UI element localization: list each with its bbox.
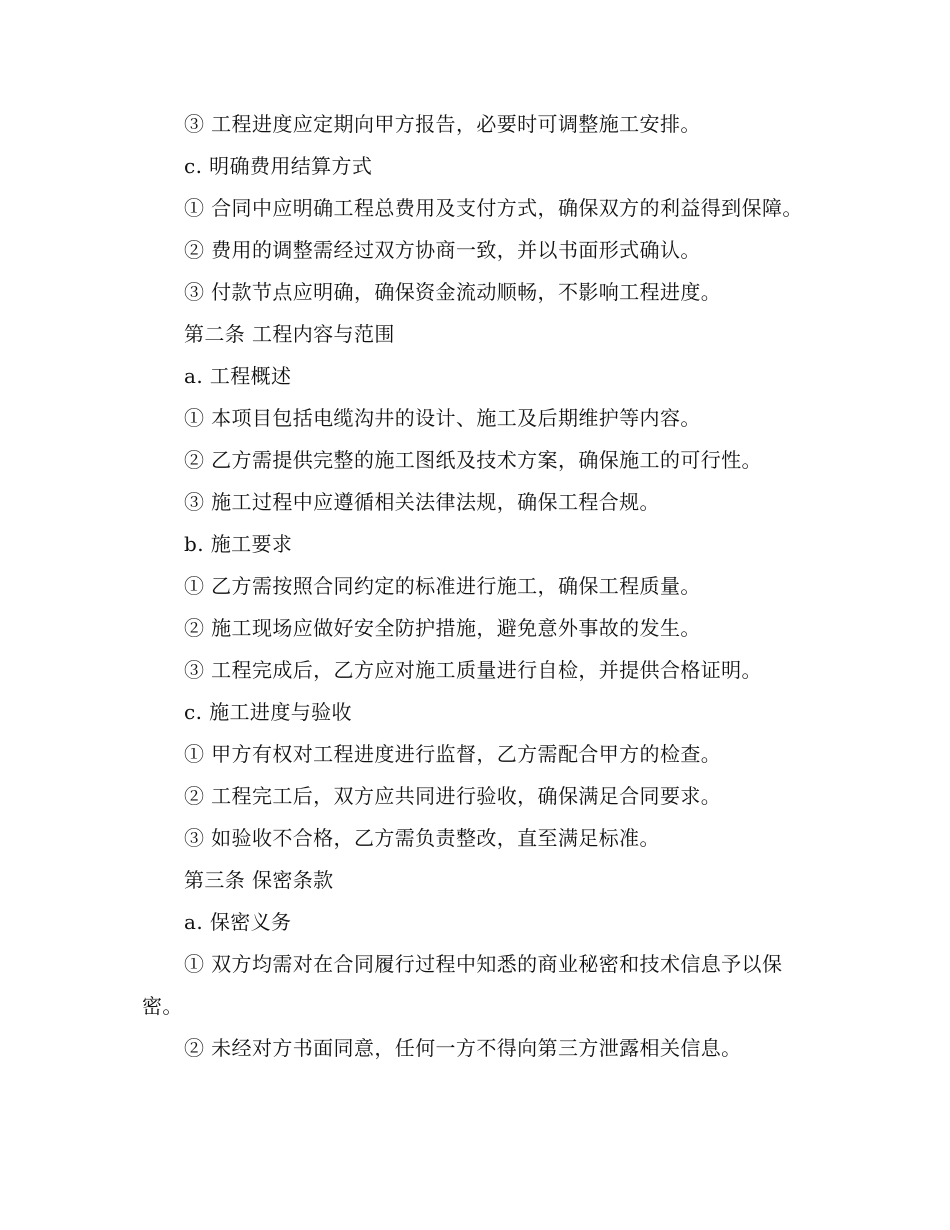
paragraph-compliance: ③ 施工过程中应遵循相关法律法规，确保工程合规。 <box>184 490 660 514</box>
paragraph-no-disclosure: ② 未经对方书面同意，任何一方不得向第三方泄露相关信息。 <box>184 1036 742 1060</box>
subheading-overview: a. 工程概述 <box>184 364 292 388</box>
paragraph-safety: ② 施工现场应做好安全防护措施，避免意外事故的发生。 <box>184 616 701 640</box>
subheading-progress-acceptance: c. 施工进度与验收 <box>184 700 352 724</box>
paragraph-supervision: ① 甲方有权对工程进度进行监督，乙方需配合甲方的检查。 <box>184 742 722 766</box>
paragraph-rectification: ③ 如验收不合格，乙方需负责整改，直至满足标准。 <box>184 826 660 850</box>
paragraph-payment-nodes: ③ 付款节点应明确，确保资金流动顺畅，不影响工程进度。 <box>184 280 722 304</box>
subheading-fee-settlement: c. 明确费用结算方式 <box>184 154 373 178</box>
paragraph-project-scope: ① 本项目包括电缆沟井的设计、施工及后期维护等内容。 <box>184 406 701 430</box>
paragraph-self-inspection: ③ 工程完成后，乙方应对施工质量进行自检，并提供合格证明。 <box>184 658 762 682</box>
paragraph-joint-acceptance: ② 工程完工后，双方应共同进行验收，确保满足合同要求。 <box>184 784 722 808</box>
paragraph-quality: ① 乙方需按照合同约定的标准进行施工，确保工程质量。 <box>184 574 701 598</box>
paragraph-fee-adjustment: ② 费用的调整需经过双方协商一致，并以书面形式确认。 <box>184 238 701 262</box>
subheading-construction-requirements: b. 施工要求 <box>184 532 293 556</box>
article-heading-3: 第三条 保密条款 <box>184 868 334 892</box>
paragraph-drawings: ② 乙方需提供完整的施工图纸及技术方案，确保施工的可行性。 <box>184 448 762 472</box>
paragraph-progress-report: ③ 工程进度应定期向甲方报告，必要时可调整施工安排。 <box>184 112 701 136</box>
paragraph-trade-secrets: ① 双方均需对在合同履行过程中知悉的商业秘密和技术信息予以保密。 <box>142 952 783 1018</box>
article-heading-2: 第二条 工程内容与范围 <box>184 322 395 346</box>
subheading-confidentiality: a. 保密义务 <box>184 910 292 934</box>
document-body <box>142 103 810 1069</box>
paragraph-total-cost: ① 合同中应明确工程总费用及支付方式，确保双方的利益得到保障。 <box>184 196 803 220</box>
